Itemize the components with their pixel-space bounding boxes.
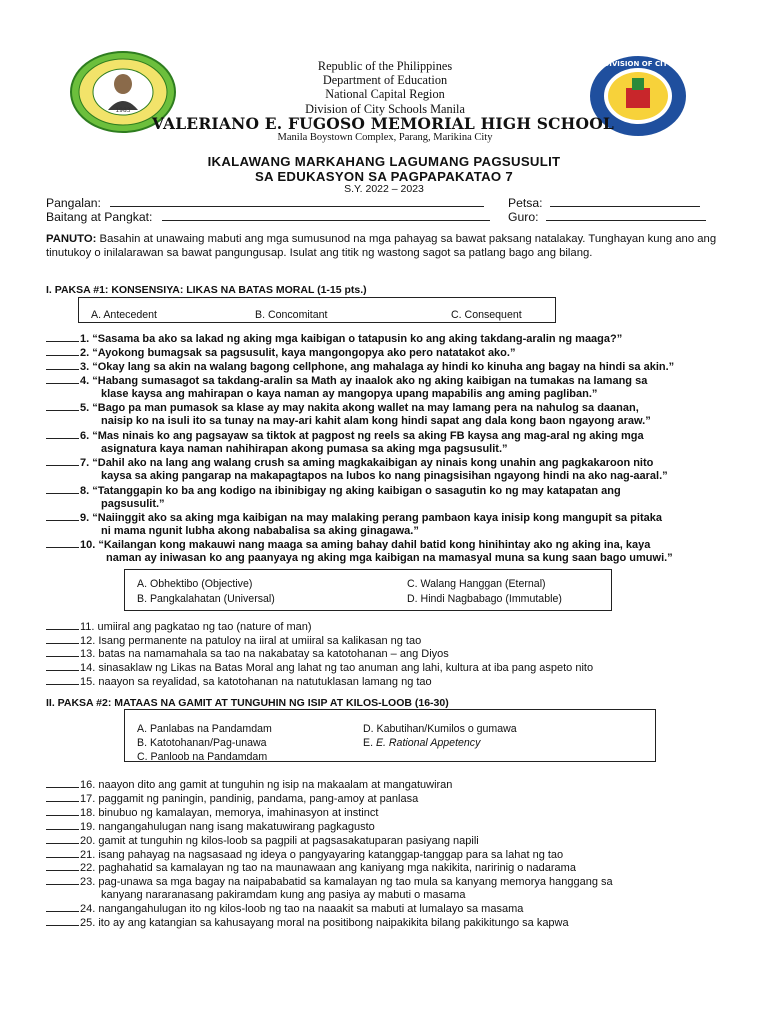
question-5: 5. “Bago pa man pumasok sa klase ay may nakita akong wallet na may lamang pera na nahulog sa daanan, naisip ko na isuli ito sa tunay na may-ari kahit alam kong hindi sapat ang dala kong baon ngayong araw.” (46, 401, 736, 429)
choice-c: C. Walang Hanggan (Eternal) (407, 578, 546, 590)
answer-blank[interactable] (46, 792, 79, 802)
answer-blank[interactable] (46, 875, 79, 885)
header-line: Republic of the Philippines (317, 59, 453, 73)
answer-blank[interactable] (46, 456, 79, 466)
name-field[interactable] (110, 196, 484, 207)
answer-blank[interactable] (46, 538, 79, 548)
date-label: Petsa: (508, 196, 543, 210)
part2-choices-box (124, 709, 656, 762)
school-name: VALERIANO E. FUGOSO MEMORIAL HIGH SCHOOL (151, 114, 615, 133)
question-24: 24. nangangahulugan ito ng kilos-loob ng tao na naaakit sa mabuti at lumalayo sa masama (46, 902, 736, 916)
answer-blank[interactable] (46, 360, 79, 370)
header-line: Division of City Schools Manila (305, 101, 465, 116)
answer-blank[interactable] (46, 374, 79, 384)
instructions-text: Basahin at unawaing mabuti ang mga sumusunod na mga pahayag sa bawat paksang natalakay. Tunghayan kung ano ang tinutukoy o inilalarawan sa bawat pangungusap. Isulat ang titik ng wastong sagot sa patlang bago ang bilang. (46, 233, 717, 260)
instructions-label: PANUTO: (46, 233, 97, 245)
question-2: 2. “Ayokong bumagsak sa pagsusulit, kaya mangongopya ako pero natatakot ako.” (46, 346, 736, 360)
choice-d: D. Hindi Nagbabago (Immutable) (407, 593, 562, 605)
question-23: 23. pag-unawa sa mga bagay na naipababatid sa kamalayan ng tao mula sa kanyang memorya hanggang sa kanyang nararanasang pakiramdam kung ang pasiya ay mabuti o masama (46, 875, 736, 902)
question-13: 13. batas na namamahala sa tao na nakabatay sa katotohanan – ang Diyos (46, 647, 736, 661)
question-22: 22. paghahatid sa kamalayan ng tao na maunawaan ang kaniyang mga nakikita, naririnig o nadarama (46, 861, 736, 875)
question-9: 9. “Naiinggit ako sa aking mga kaibigan na may malaking perang pambaon kaya inisip kong mangupit sa pitaka ni mama ngunit lubha akong nababalisa sa aking ginagawa.” (46, 511, 736, 539)
question-20: 20. gamit at tunguhin ng kilos-loob sa pagpili at pagsasakatuparan pasiyang napili (46, 834, 736, 848)
choice-a: A. Antecedent (91, 309, 157, 321)
answer-blank[interactable] (46, 675, 79, 685)
grade-field[interactable] (162, 210, 490, 221)
choice-a: A. Obhektibo (Objective) (137, 578, 253, 590)
answer-blank[interactable] (46, 511, 79, 521)
date-field-row (508, 196, 700, 210)
question-15: 15. naayon sa reyalidad, sa katotohanan na natutuklasan lamang ng tao (46, 675, 736, 689)
question-25: 25. ito ay ang katangian sa kahusayang moral na positibong naipakikita bilang pakikitungo sa kapwa (46, 916, 736, 930)
choice-b: B. Pangkalahatan (Universal) (137, 593, 275, 605)
grade-label: Baitang at Pangkat: (46, 210, 153, 224)
choice-c: C. Panloob na Pandamdam (137, 751, 268, 762)
question-17: 17. paggamit ng paningin, pandinig, pandama, pang-amoy at panlasa (46, 792, 736, 806)
instructions (46, 232, 722, 260)
date-field[interactable] (550, 196, 700, 207)
answer-blank[interactable] (46, 429, 79, 439)
question-14: 14. sinasaklaw ng Likas na Batas Moral ang lahat ng tao anuman ang lahi, kultura at iba pang aspeto nito (46, 661, 736, 675)
answer-blank[interactable] (46, 806, 79, 816)
answer-blank[interactable] (46, 916, 79, 926)
answer-blank[interactable] (46, 848, 79, 858)
teacher-field-row (508, 210, 706, 224)
answer-blank[interactable] (46, 346, 79, 356)
question-8: 8. “Tatanggapin ko ba ang kodigo na ibinibigay ng aking kaibigan o sasagutin ko ng may katapatan ang pagsusulit.” (46, 484, 736, 512)
question-21: 21. isang pahayag na nagsasaad ng ideya o pangyayaring katanggap-tanggap para sa lahat ng tao (46, 848, 736, 862)
part2-heading: II. PAKSA #2: MATAAS NA GAMIT AT TUNGUHIN NG ISIP AT KILOS-LOOB (16-30) (46, 697, 449, 709)
exam-title (120, 154, 648, 184)
part1-choices-box-2 (124, 569, 612, 611)
logo-year: 1983 (115, 107, 131, 114)
part1-choices-box (78, 297, 556, 323)
grade-field-row (46, 210, 490, 224)
choice-a: A. Panlabas na Pandamdam (137, 723, 272, 735)
answer-blank[interactable] (46, 332, 79, 342)
answer-blank[interactable] (46, 902, 79, 912)
answer-blank[interactable] (46, 634, 79, 644)
choice-d: D. Kabutihan/Kumilos o gumawa (363, 723, 517, 735)
answer-blank[interactable] (46, 620, 79, 630)
choice-e: E. E. Rational Appetency (363, 737, 481, 749)
school-year: S.Y. 2022 – 2023 (344, 183, 424, 195)
answer-blank[interactable] (46, 861, 79, 871)
choice-b: B. Katotohanan/Pag-unawa (137, 737, 267, 749)
name-field-row (46, 196, 484, 210)
answer-blank[interactable] (46, 484, 79, 494)
answer-blank[interactable] (46, 661, 79, 671)
question-11: 11. umiiral ang pagkatao ng tao (nature of man) (46, 620, 736, 634)
question-3: 3. “Okay lang sa akin na walang bagong cellphone, ang mahalaga ay hindi ko kinuha ang bagay na hindi sa akin.” (46, 360, 736, 374)
question-4: 4. “Habang sumasagot sa takdang-aralin sa Math ay inaalok ako ng aking kaibigan na tumakas na lamang sa klase kaysa ang mahirapan o kaya naman ay mangopya upang mapabilis ang aming pagliban.” (46, 374, 736, 402)
teacher-label: Guro: (508, 210, 539, 224)
question-18: 18. binubuo ng kamalayan, memorya, imahinasyon at instinct (46, 806, 736, 820)
question-10: 10. “Kailangan kong makauwi nang maaga sa aming bahay dahil batid kong hinihintay ako ng aking ina, kaya naman ay iniwasan ko ang paanyaya ng aking mga kaibigan na mamasyal muna sa kung saan bago umuwi.” (46, 538, 736, 566)
teacher-field[interactable] (546, 210, 706, 221)
answer-blank[interactable] (46, 647, 79, 657)
answer-blank[interactable] (46, 834, 79, 844)
question-19: 19. nangangahulugan nang isang makatuwirang pagkagusto (46, 820, 736, 834)
part1-heading: I. PAKSA #1: KONSENSIYA: LIKAS NA BATAS MORAL (1-15 pts.) (46, 284, 367, 296)
answer-blank[interactable] (46, 820, 79, 830)
answer-blank[interactable] (46, 778, 79, 788)
header-line: National Capital Region (325, 87, 445, 102)
school-address: Manila Boystown Complex, Parang, Marikina City (277, 132, 493, 143)
header-lines (180, 59, 590, 116)
exam-title-line2: SA EDUKASYON SA PAGPAPAKATAO 7 (254, 169, 514, 184)
choice-c: C. Consequent (451, 309, 522, 321)
choice-b: B. Concomitant (255, 309, 328, 321)
svg-text:DIVISION OF CITY: DIVISION OF CITY (603, 60, 673, 68)
header-line: Department of Education (322, 73, 448, 88)
name-label: Pangalan: (46, 196, 101, 210)
question-16: 16. naayon dito ang gamit at tunguhin ng isip na makaalam at mangatuwiran (46, 778, 736, 792)
question-12: 12. Isang permanente na patuloy na iiral at umiiral sa kalikasan ng tao (46, 634, 736, 648)
question-1: 1. “Sasama ba ako sa lakad ng aking mga kaibigan o tatapusin ko ang aking takdang-aralin ng maaga?” (46, 332, 736, 346)
answer-blank[interactable] (46, 401, 79, 411)
question-6: 6. “Mas ninais ko ang pagsayaw sa tiktok at pagpost ng reels sa aking FB kaysa ang mag-aral ng aking mga asignatura kaya naman nahihirapan akong pumasa sa aking mga pagsusulit.” (46, 429, 736, 457)
exam-title-line1: IKALAWANG MARKAHANG LAGUMANG PAGSUSULIT (207, 154, 561, 169)
question-7: 7. “Dahil ako na lang ang walang crush sa aming magkakaibigan ay ninais kong unahin ang pagkakaroon nito kaysa sa aking pangarap na makapagtapos na lubos ko nang pinagsisihan ngayong hindi na ako nag-aaral.” (46, 456, 736, 484)
